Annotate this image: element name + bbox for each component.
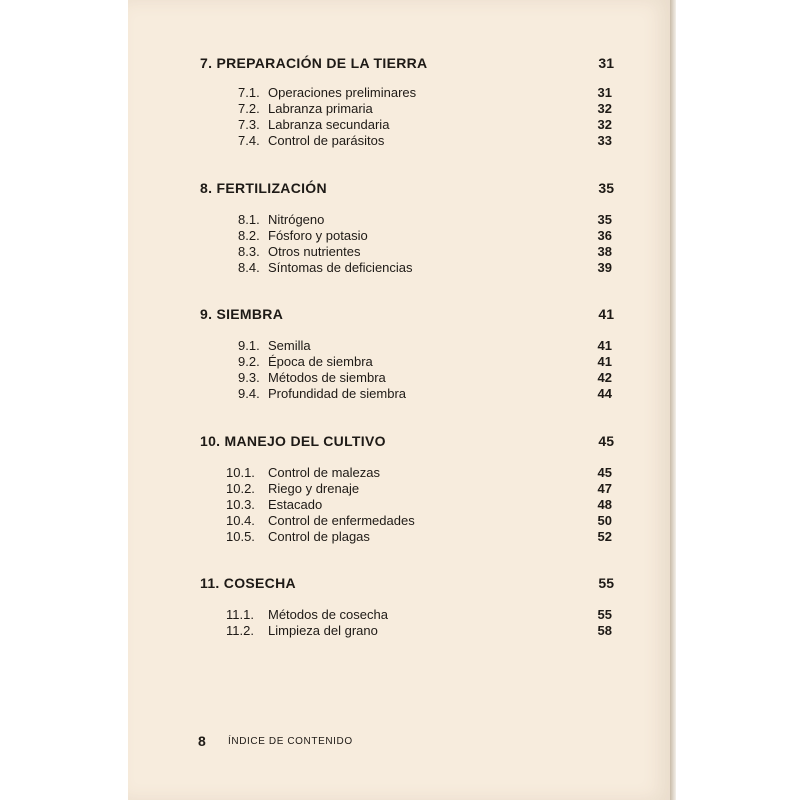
- section-title: Semilla: [268, 338, 311, 353]
- section-row: [0, 133, 800, 149]
- section-row: [0, 386, 800, 402]
- section-title: Profundidad de siembra: [268, 386, 407, 401]
- section-number: 8.1.: [238, 212, 260, 227]
- section-row: [0, 338, 800, 354]
- chapter-page-number: 35: [598, 180, 614, 196]
- section-page-number: 39: [597, 260, 612, 275]
- section-title: Control de plagas: [268, 529, 370, 544]
- section-page-number: 47: [597, 481, 612, 496]
- section-number: 8.2.: [238, 228, 260, 243]
- section-title: Labranza secundaria: [268, 117, 390, 132]
- section-title: Otros nutrientes: [268, 244, 361, 259]
- section-row: [0, 212, 800, 228]
- section-title: Limpieza del grano: [268, 623, 378, 638]
- section-number: 7.4.: [238, 133, 260, 148]
- section-number: 8.4.: [238, 260, 260, 275]
- section-page-number: 35: [597, 212, 612, 227]
- section-number: 10.5.: [226, 529, 255, 544]
- section-title: Labranza primaria: [268, 101, 373, 116]
- section-page-number: 41: [597, 354, 612, 369]
- chapter-title: 9. SIEMBRA: [200, 306, 284, 322]
- section-number: 10.1.: [226, 465, 255, 480]
- section-number: 7.2.: [238, 101, 260, 116]
- running-title: ÍNDICE DE CONTENIDO: [228, 736, 353, 747]
- section-page-number: 55: [597, 607, 612, 622]
- section-title: Control de malezas: [268, 465, 380, 480]
- section-page-number: 52: [597, 529, 612, 544]
- section-title: Operaciones preliminares: [268, 85, 417, 100]
- section-row: [0, 529, 800, 545]
- section-number: 9.3.: [238, 370, 260, 385]
- section-title: Control de parásitos: [268, 133, 385, 148]
- section-number: 10.4.: [226, 513, 255, 528]
- section-number: 11.2.: [226, 623, 254, 638]
- section-row: [0, 354, 800, 370]
- chapter-heading: [0, 433, 800, 453]
- section-row: [0, 260, 800, 276]
- section-row: [0, 228, 800, 244]
- section-title: Métodos de cosecha: [268, 607, 388, 622]
- section-number: 9.4.: [238, 386, 260, 401]
- section-row: [0, 497, 800, 513]
- chapter-title: 10. MANEJO DEL CULTIVO: [200, 433, 386, 449]
- section-page-number: 48: [597, 497, 612, 512]
- section-row: [0, 465, 800, 481]
- section-row: [0, 244, 800, 260]
- section-number: 9.1.: [238, 338, 260, 353]
- section-row: [0, 607, 800, 623]
- chapter-page-number: 45: [598, 433, 614, 449]
- section-number: 7.1.: [238, 85, 260, 100]
- section-page-number: 32: [597, 117, 612, 132]
- section-title: Control de enfermedades: [268, 513, 415, 528]
- section-title: Época de siembra: [268, 354, 373, 369]
- section-number: 10.3.: [226, 497, 255, 512]
- chapter-title: 11. COSECHA: [200, 575, 296, 591]
- section-page-number: 31: [597, 85, 612, 100]
- section-page-number: 32: [597, 101, 612, 116]
- section-page-number: 44: [597, 386, 612, 401]
- section-number: 9.2.: [238, 354, 260, 369]
- section-title: Riego y drenaje: [268, 481, 360, 496]
- chapter-page-number: 55: [598, 575, 614, 591]
- section-title: Nitrógeno: [268, 212, 325, 227]
- section-page-number: 45: [597, 465, 612, 480]
- chapter-page-number: 31: [598, 55, 614, 71]
- section-title: Estacado: [268, 497, 323, 512]
- section-page-number: 38: [597, 244, 612, 259]
- section-row: [0, 481, 800, 497]
- chapter-title: 7. PREPARACIÓN DE LA TIERRA: [200, 55, 428, 71]
- section-title: Síntomas de deficiencias: [268, 260, 413, 275]
- section-row: [0, 117, 800, 133]
- chapter-heading: [0, 55, 800, 75]
- section-row: [0, 85, 800, 101]
- page-footer: [0, 733, 800, 753]
- section-row: [0, 623, 800, 639]
- section-page-number: 42: [597, 370, 612, 385]
- section-number: 11.1.: [226, 607, 254, 622]
- section-row: [0, 370, 800, 386]
- chapter-page-number: 41: [598, 306, 614, 322]
- section-page-number: 36: [597, 228, 612, 243]
- page-number: 8: [198, 733, 206, 749]
- section-page-number: 50: [597, 513, 612, 528]
- section-title: Métodos de siembra: [268, 370, 386, 385]
- section-number: 10.2.: [226, 481, 255, 496]
- chapter-heading: [0, 575, 800, 595]
- section-page-number: 58: [597, 623, 612, 638]
- chapter-title: 8. FERTILIZACIÓN: [200, 180, 327, 196]
- chapter-heading: [0, 306, 800, 326]
- section-number: 8.3.: [238, 244, 260, 259]
- section-row: [0, 513, 800, 529]
- section-page-number: 33: [597, 133, 612, 148]
- section-row: [0, 101, 800, 117]
- section-page-number: 41: [597, 338, 612, 353]
- chapter-heading: [0, 180, 800, 200]
- section-title: Fósforo y potasio: [268, 228, 368, 243]
- section-number: 7.3.: [238, 117, 260, 132]
